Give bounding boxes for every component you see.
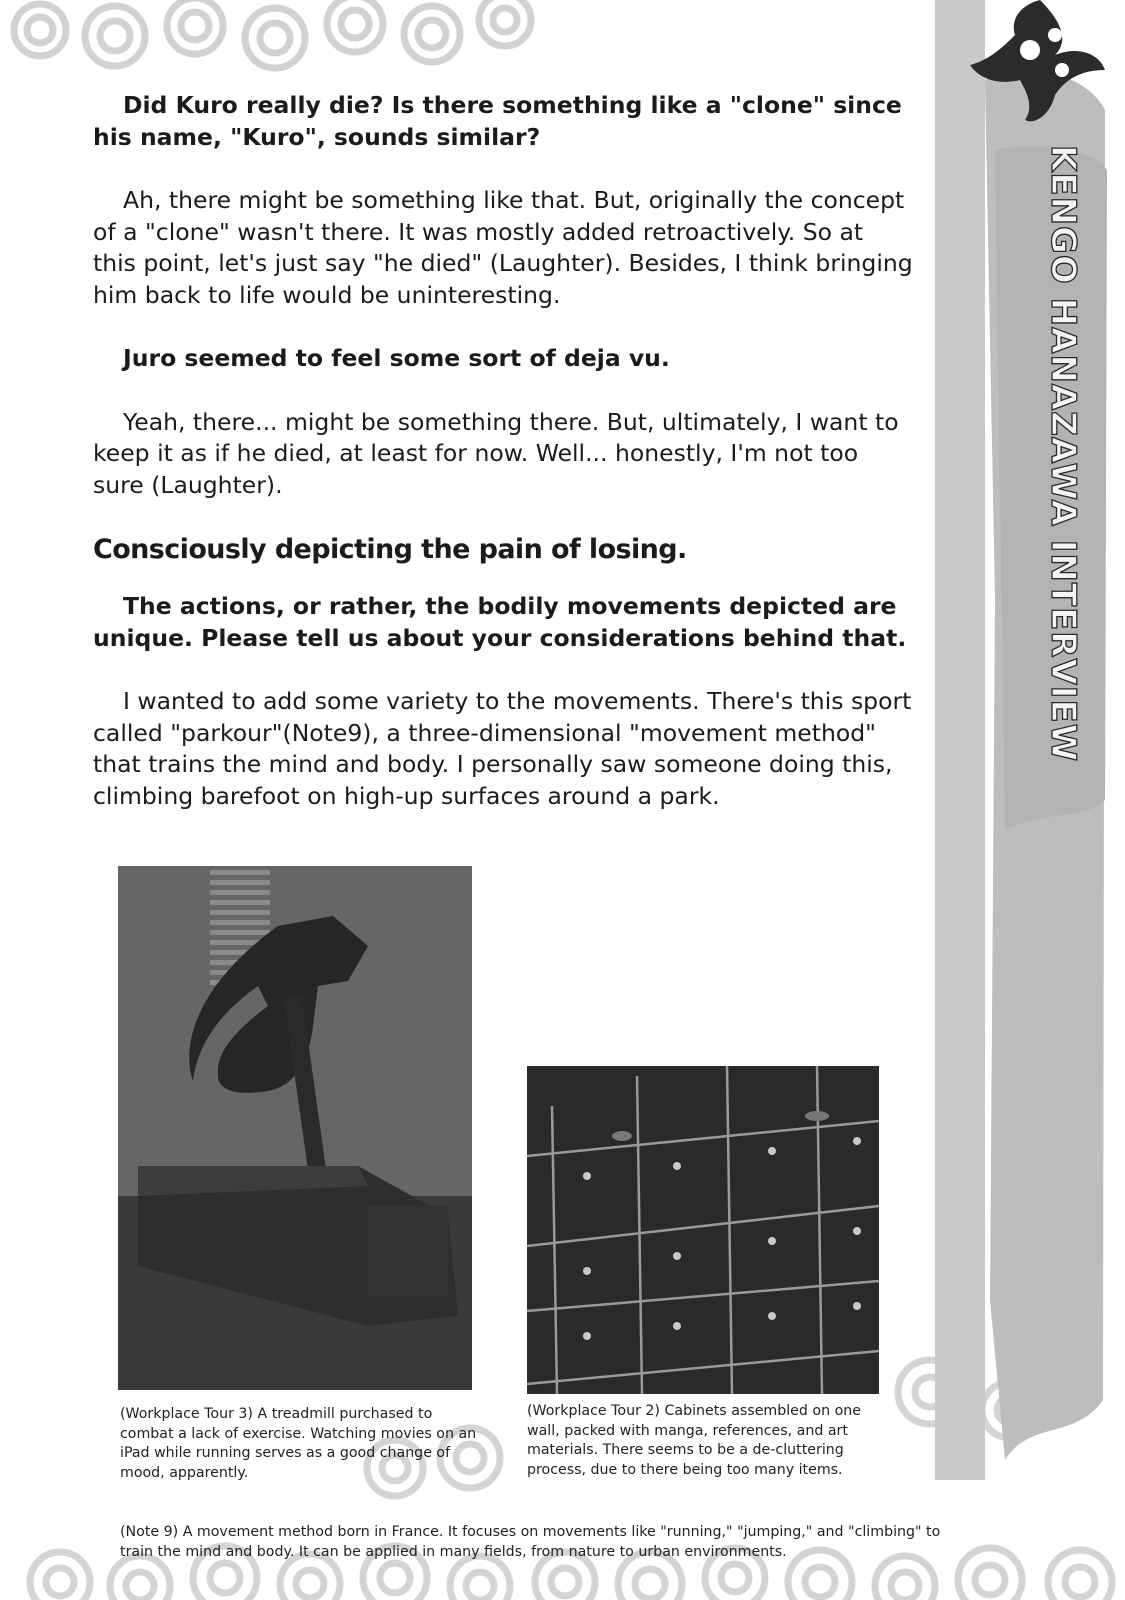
- swirl-pattern-top: [0, 0, 560, 80]
- answer-paragraph: I wanted to add some variety to the movements. There's this sport called "parkour"(Note9), a three-dimensional "movement method" that trains the mind and body. I personally saw someone doing this, climbing barefoot on high-up surfaces around a park.: [93, 687, 912, 810]
- footnote: (Note 9) A movement method born in France. It focuses on movements like "running," "jumping," and "climbing" to train the mind and body. It can be applied in many fields, from nature to urban environments.: [120, 1524, 941, 1560]
- section-heading: Consciously depicting the pain of losing.: [93, 534, 687, 565]
- cabinets-caption: (Workplace Tour 2) Cabinets assembled on one wall, packed with manga, references, and art materials. There seems to be a de-cluttering process, due to there being too many items.: [527, 1403, 862, 1478]
- question-paragraph: The actions, or rather, the bodily movements depicted are unique. Please tell us about your considerations behind that.: [93, 592, 907, 652]
- question-paragraph: Juro seemed to feel some sort of deja vu.: [123, 344, 670, 372]
- side-brush-band: [935, 0, 1125, 1600]
- side-title-kengo-hanazawa-interview: KENGO HANAZAWA INTERVIEW: [1043, 145, 1083, 763]
- question-paragraph: Did Kuro really die? Is there something like a "clone" since his name, "Kuro", sounds similar?: [93, 91, 902, 151]
- cabinets-photo: [527, 1066, 879, 1394]
- treadmill-photo: [118, 866, 472, 1390]
- article-body: [93, 90, 913, 844]
- treadmill-caption: (Workplace Tour 3) A treadmill purchased to combat a lack of exercise. Watching movies on an iPad while running serves as a good change of mood, apparently.: [120, 1406, 477, 1481]
- answer-paragraph: Yeah, there... might be something there. But, ultimately, I want to keep it as if he died, at least for now. Well... honestly, I'm not too sure (Laughter).: [93, 407, 899, 499]
- answer-paragraph: Ah, there might be something like that. But, originally the concept of a "clone" wasn't there. It was mostly added retroactively. So at this point, let's just say "he died" (Laughter). Besides, I think bringing him back to life would be uninteresting.: [93, 186, 913, 309]
